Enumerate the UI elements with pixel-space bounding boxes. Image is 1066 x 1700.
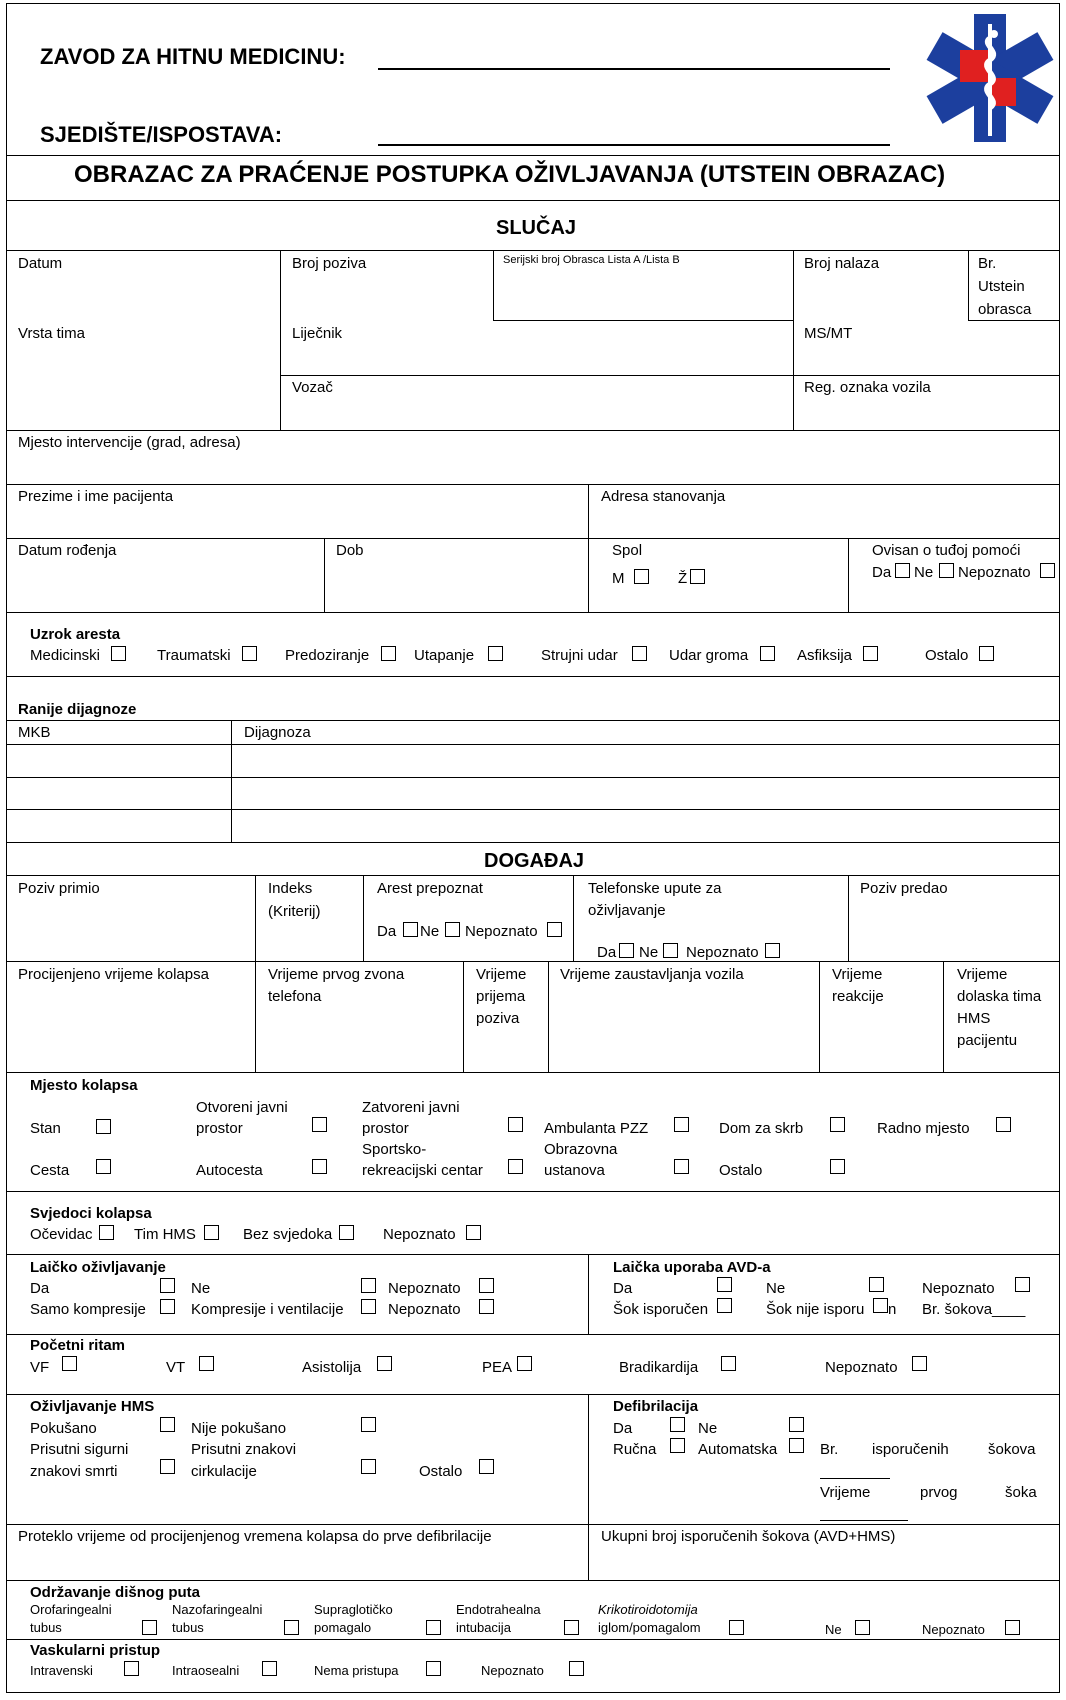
defib-soka-label: šoka — [1005, 1484, 1037, 1501]
laicko-samo-checkbox[interactable] — [160, 1299, 175, 1314]
avd-ne-label: Ne — [766, 1280, 786, 1297]
ritam-asistolija-checkbox[interactable] — [377, 1356, 392, 1371]
arest-nepoznato-label: Nepoznato — [465, 923, 538, 940]
tel-upute-nepoznato-checkbox[interactable] — [765, 943, 780, 958]
vp-iv-label: Intravenski — [30, 1663, 93, 1678]
arest-ne-checkbox[interactable] — [445, 922, 460, 937]
hms-cirk-label-1: Prisutni znakovi — [191, 1441, 297, 1458]
br-utstein-label-3: obrasca — [978, 301, 1032, 318]
laicko-nepoznato-label: Nepoznato — [388, 1280, 461, 1297]
vp-nepoznato-checkbox[interactable] — [569, 1661, 584, 1676]
uzrok-asfiksija-label: Asfiksija — [797, 647, 853, 664]
ritam-pea-label: PEA — [482, 1359, 513, 1376]
mjesto-intervencije-label: Mjesto intervencije (grad, adresa) — [18, 434, 241, 451]
ms-mt-label: MS/MT — [804, 325, 853, 342]
dolazak-label-4: pacijentu — [957, 1032, 1018, 1049]
ritam-bradikardija-label: Bradikardija — [619, 1359, 699, 1376]
spol-m-label: M — [612, 570, 625, 587]
ovisan-ne-checkbox[interactable] — [939, 563, 954, 578]
tel-upute-label-1: Telefonske upute za — [588, 880, 722, 897]
dp-ne-label: Ne — [825, 1622, 842, 1637]
indeks-label-1: Indeks — [268, 880, 313, 897]
tel-upute-label-2: oživljavanje — [588, 902, 666, 919]
laicko-da-checkbox[interactable] — [160, 1278, 175, 1293]
form-title: OBRAZAC ZA PRAĆENJE POSTUPKA OŽIVLJAVANJA (UTSTEIN OBRAZAC) — [74, 161, 946, 188]
dp-kriko-label-1: Krikotiroidotomija — [598, 1602, 698, 1617]
dp-endo-label-1: Endotrahealna — [456, 1602, 541, 1617]
laicko-samo-label: Samo kompresije — [30, 1301, 146, 1318]
br-utstein-label-2: Utstein — [978, 278, 1025, 295]
institution-label: ZAVOD ZA HITNU MEDICINU: — [40, 44, 346, 69]
defib-da-label: Da — [613, 1420, 633, 1437]
mk-zatvoreni-label-1: Zatvoreni javni — [362, 1099, 460, 1116]
mk-obrazovna-label-1: Obrazovna — [544, 1141, 618, 1158]
mk-cesta-label: Cesta — [30, 1162, 70, 1179]
defib-ne-label: Ne — [698, 1420, 718, 1437]
section-dogadaj: DOGAĐAJ — [484, 850, 585, 872]
arest-da-label: Da — [377, 923, 397, 940]
mjesto-kolapsa-title: Mjesto kolapsa — [30, 1077, 138, 1094]
ritam-title: Početni ritam — [30, 1337, 126, 1354]
ritam-asistolija-label: Asistolija — [302, 1359, 362, 1376]
dp-kriko-checkbox[interactable] — [729, 1620, 744, 1635]
ritam-vt-checkbox[interactable] — [199, 1356, 214, 1371]
svjedoci-nepoznato-checkbox[interactable] — [466, 1225, 481, 1240]
uzrok-medicinski-label: Medicinski — [30, 647, 101, 664]
uzrok-strujni-label: Strujni udar — [541, 647, 618, 664]
serijski-broj-label: Serijski broj Obrasca Lista A /Lista B — [503, 254, 680, 266]
mk-zatvoreni-checkbox[interactable] — [508, 1117, 523, 1132]
defib-ne-checkbox[interactable] — [789, 1417, 804, 1432]
star-of-life-logo — [922, 10, 1058, 146]
mk-ostalo-checkbox[interactable] — [830, 1159, 845, 1174]
reakcija-label-2: reakcije — [832, 988, 884, 1005]
uzrok-traumatski-checkbox[interactable] — [242, 646, 257, 661]
svjedoci-tim-checkbox[interactable] — [204, 1225, 219, 1240]
hms-smrt-checkbox[interactable] — [160, 1459, 175, 1474]
tel-upute-da-label: Da — [597, 944, 617, 961]
uzrok-udar-groma-checkbox[interactable] — [760, 646, 775, 661]
svjedoci-tim-label: Tim HMS — [134, 1226, 196, 1243]
mk-ambulanta-label: Ambulanta PZZ — [544, 1120, 649, 1137]
vrsta-tima-label: Vrsta tima — [18, 325, 85, 342]
mk-ambulanta-checkbox[interactable] — [674, 1117, 689, 1132]
defib-sokova-label: šokova — [988, 1441, 1036, 1458]
dolazak-label-1: Vrijeme — [957, 966, 1008, 983]
tel-upute-da-checkbox[interactable] — [619, 943, 634, 958]
ovisan-nepoznato-label: Nepoznato — [958, 564, 1031, 581]
ukupni-sokovi-label: Ukupni broj isporučenih šokova (AVD+HMS) — [601, 1528, 896, 1545]
ovisan-ne-label: Ne — [914, 564, 934, 581]
mk-cesta-checkbox[interactable] — [96, 1159, 111, 1174]
mk-dom-checkbox[interactable] — [830, 1117, 845, 1132]
ritam-nepoznato-label: Nepoznato — [825, 1359, 898, 1376]
uzrok-medicinski-checkbox[interactable] — [111, 646, 126, 661]
uzrok-strujni-checkbox[interactable] — [632, 646, 647, 661]
svjedoci-ocevidac-checkbox[interactable] — [99, 1225, 114, 1240]
uzrok-udar-groma-label: Udar groma — [669, 647, 749, 664]
mk-zatvoreni-label-2: prostor — [362, 1120, 409, 1137]
mk-radno-checkbox[interactable] — [996, 1117, 1011, 1132]
broj-poziva-label: Broj poziva — [292, 255, 367, 272]
laicko-nepoznato2-checkbox[interactable] — [479, 1299, 494, 1314]
arest-label: Arest prepoznat — [377, 880, 483, 897]
vozac-label: Vozač — [292, 379, 333, 396]
uzrok-ostalo-checkbox[interactable] — [979, 646, 994, 661]
defib-prvog-label: prvog — [920, 1484, 958, 1501]
branch-label: SJEDIŠTE/ISPOSTAVA: — [40, 122, 283, 147]
defib-br-label: Br. — [820, 1441, 839, 1458]
mk-stan-checkbox[interactable] — [96, 1119, 111, 1134]
defib-automatska-checkbox[interactable] — [789, 1438, 804, 1453]
datum-label: Datum — [18, 255, 63, 272]
dob-label: Dob — [336, 542, 364, 559]
hms-smrt-label-2: znakovi smrti — [30, 1463, 118, 1480]
defib-vrijeme-label: Vrijeme — [820, 1484, 871, 1501]
spol-z-checkbox[interactable] — [690, 569, 705, 584]
prvi-zvon-label-2: telefona — [268, 988, 322, 1005]
hms-pokusano-label: Pokušano — [30, 1420, 97, 1437]
arest-ne-label: Ne — [420, 923, 440, 940]
avd-sok-isporucen-label: Šok isporučen — [613, 1301, 709, 1318]
dp-oro-label-2: tubus — [30, 1620, 62, 1635]
laicko-kompresije-checkbox[interactable] — [361, 1299, 376, 1314]
reakcija-label-1: Vrijeme — [832, 966, 883, 983]
hms-ostalo-label: Ostalo — [419, 1463, 463, 1480]
branch-line[interactable] — [378, 144, 890, 146]
poziv-predao-label: Poziv predao — [860, 880, 948, 897]
uzrok-ostalo-label: Ostalo — [925, 647, 969, 664]
ritam-nepoznato-checkbox[interactable] — [912, 1356, 927, 1371]
avd-da-checkbox[interactable] — [717, 1277, 732, 1292]
mk-sportsko-label-1: Sportsko- — [362, 1141, 427, 1158]
poziv-primio-label: Poziv primio — [18, 880, 100, 897]
laicko-nepoznato2-label: Nepoznato — [388, 1301, 461, 1318]
vaskularni-title: Vaskularni pristup — [30, 1642, 161, 1659]
defib-vrijeme-line[interactable] — [820, 1520, 908, 1521]
uzrok-utapanje-checkbox[interactable] — [488, 646, 503, 661]
dp-endo-label-2: intubacija — [456, 1620, 511, 1635]
dp-supra-label-1: Supraglotičko — [314, 1602, 393, 1617]
defib-br-sokova-line[interactable] — [820, 1478, 890, 1479]
vp-iv-checkbox[interactable] — [124, 1661, 139, 1676]
prvi-zvon-label-1: Vrijeme prvog zvona — [268, 966, 405, 983]
mk-radno-label: Radno mjesto — [877, 1120, 970, 1137]
ritam-vt-label: VT — [166, 1359, 186, 1376]
vp-io-checkbox[interactable] — [262, 1661, 277, 1676]
avd-ne-checkbox[interactable] — [869, 1277, 884, 1292]
defib-rucna-checkbox[interactable] — [670, 1438, 685, 1453]
dp-nepoznato-label: Nepoznato — [922, 1622, 985, 1637]
laicko-ne-label: Ne — [191, 1280, 211, 1297]
dp-supra-checkbox[interactable] — [426, 1620, 441, 1635]
dp-oro-label-1: Orofaringealni — [30, 1602, 112, 1617]
br-utstein-label-1: Br. — [978, 255, 997, 272]
mk-obrazovna-checkbox[interactable] — [674, 1159, 689, 1174]
avd-br-sokova-label: Br. šokova____ — [922, 1301, 1026, 1318]
mk-autocesta-checkbox[interactable] — [312, 1159, 327, 1174]
avd-title: Laička uporaba AVD-a — [613, 1259, 771, 1276]
vp-nema-label: Nema pristupa — [314, 1663, 399, 1678]
indeks-label-2: (Kriterij) — [268, 903, 321, 920]
defib-da-checkbox[interactable] — [670, 1417, 685, 1432]
mk-sportsko-checkbox[interactable] — [508, 1159, 523, 1174]
ovisan-da-label: Da — [872, 564, 892, 581]
hms-smrt-label-1: Prisutni sigurni — [30, 1441, 129, 1458]
laicko-ne-checkbox[interactable] — [361, 1278, 376, 1293]
ritam-vf-checkbox[interactable] — [62, 1356, 77, 1371]
avd-da-label: Da — [613, 1280, 633, 1297]
mk-sportsko-label-2: rekreacijski centar — [362, 1162, 483, 1179]
reg-oznaka-label: Reg. oznaka vozila — [804, 379, 931, 396]
dijagnoze-title: Ranije dijagnoze — [18, 701, 137, 718]
dp-endo-checkbox[interactable] — [564, 1620, 579, 1635]
ritam-vf-label: VF — [30, 1359, 50, 1376]
defib-title: Defibrilacija — [613, 1398, 699, 1415]
hms-nije-pokusano-checkbox[interactable] — [361, 1417, 376, 1432]
section-slucaj: SLUČAJ — [496, 217, 577, 239]
svjedoci-title: Svjedoci kolapsa — [30, 1205, 152, 1222]
hms-cirk-checkbox[interactable] — [361, 1459, 376, 1474]
vrijeme-kolapsa-label: Procijenjeno vrijeme kolapsa — [18, 966, 209, 983]
prijem-label-2: prijema — [476, 988, 526, 1005]
mk-otvoreni-label-2: prostor — [196, 1120, 243, 1137]
disni-put-title: Održavanje dišnog puta — [30, 1584, 201, 1601]
prezime-ime-label: Prezime i ime pacijenta — [18, 488, 174, 505]
hms-pokusano-checkbox[interactable] — [160, 1417, 175, 1432]
dp-supra-label-2: pomagalo — [314, 1620, 372, 1635]
dp-naso-label-2: tubus — [172, 1620, 204, 1635]
prijem-label-1: Vrijeme — [476, 966, 527, 983]
laicko-nepoznato-checkbox[interactable] — [479, 1278, 494, 1293]
ritam-bradikardija-checkbox[interactable] — [721, 1356, 736, 1371]
uzrok-asfiksija-checkbox[interactable] — [863, 646, 878, 661]
tel-upute-ne-checkbox[interactable] — [663, 943, 678, 958]
spol-z-label: Ž — [678, 570, 688, 587]
mk-obrazovna-label-2: ustanova — [544, 1162, 605, 1179]
svjedoci-nepoznato-label: Nepoznato — [383, 1226, 456, 1243]
vp-io-label: Intraosealni — [172, 1663, 240, 1678]
dp-naso-label-1: Nazofaringealni — [172, 1602, 263, 1617]
ritam-pea-checkbox[interactable] — [517, 1356, 532, 1371]
avd-nepoznato-label: Nepoznato — [922, 1280, 995, 1297]
tel-upute-ne-label: Ne — [639, 944, 659, 961]
defib-isporucenih-label: isporučenih — [872, 1441, 949, 1458]
svjedoci-bez-checkbox[interactable] — [339, 1225, 354, 1240]
dp-oro-checkbox[interactable] — [142, 1620, 157, 1635]
ovisan-da-checkbox[interactable] — [895, 563, 910, 578]
mk-stan-label: Stan — [30, 1120, 61, 1137]
vp-nepoznato-label: Nepoznato — [481, 1663, 544, 1678]
defib-automatska-label: Automatska — [698, 1441, 778, 1458]
dp-kriko-label-2: iglom/pomagalom — [598, 1620, 701, 1635]
datum-rodjenja-label: Datum rođenja — [18, 542, 117, 559]
defib-rucna-label: Ručna — [613, 1441, 657, 1458]
avd-sok-isporucen-checkbox[interactable] — [717, 1298, 732, 1313]
uzrok-predoziranje-checkbox[interactable] — [381, 646, 396, 661]
avd-nepoznato-checkbox[interactable] — [1015, 1277, 1030, 1292]
zaustavljanje-label: Vrijeme zaustavljanja vozila — [560, 966, 744, 983]
hms-cirk-label-2: cirkulacije — [191, 1463, 257, 1480]
laicko-title: Laičko oživljavanje — [30, 1259, 166, 1276]
laicko-kompresije-label: Kompresije i ventilacije — [191, 1301, 344, 1318]
ovisan-nepoznato-checkbox[interactable] — [1040, 563, 1055, 578]
mk-otvoreni-label-1: Otvoreni javni — [196, 1099, 288, 1116]
spol-label: Spol — [612, 542, 643, 559]
dijagnoza-label: Dijagnoza — [244, 724, 311, 741]
proteklo-label: Proteklo vrijeme od procijenjenog vremena kolapsa do prve defibrilacije — [18, 1528, 492, 1545]
dp-ne-checkbox[interactable] — [855, 1620, 870, 1635]
spol-m-checkbox[interactable] — [634, 569, 649, 584]
broj-nalaza-label: Broj nalaza — [804, 255, 880, 272]
uzrok-title: Uzrok aresta — [30, 626, 121, 643]
mkb-label: MKB — [18, 724, 51, 741]
mk-dom-label: Dom za skrb — [719, 1120, 804, 1137]
uzrok-predoziranje-label: Predoziranje — [285, 647, 370, 664]
lijecnik-label: Liječnik — [292, 325, 343, 342]
tel-upute-nepoznato-label: Nepoznato — [686, 944, 759, 961]
avd-sok-nije-checkbox[interactable] — [873, 1298, 888, 1313]
institution-line[interactable] — [378, 68, 890, 70]
laicko-da-label: Da — [30, 1280, 50, 1297]
arest-da-checkbox[interactable] — [403, 922, 418, 937]
dp-nepoznato-checkbox[interactable] — [1005, 1620, 1020, 1635]
dolazak-label-3: HMS — [957, 1010, 991, 1027]
hms-nije-pokusano-label: Nije pokušano — [191, 1420, 287, 1437]
dp-naso-checkbox[interactable] — [284, 1620, 299, 1635]
vp-nema-checkbox[interactable] — [426, 1661, 441, 1676]
dolazak-label-2: dolaska tima — [957, 988, 1042, 1005]
adresa-label: Adresa stanovanja — [601, 488, 726, 505]
uzrok-traumatski-label: Traumatski — [157, 647, 231, 664]
hms-title: Oživljavanje HMS — [30, 1398, 155, 1415]
mk-otvoreni-checkbox[interactable] — [312, 1117, 327, 1132]
svjedoci-ocevidac-label: Očevidac — [30, 1226, 93, 1243]
avd-sok-nije-label-end: n — [888, 1301, 897, 1318]
prijem-label-3: poziva — [476, 1010, 520, 1027]
hms-ostalo-checkbox[interactable] — [479, 1459, 494, 1474]
avd-sok-nije-label: Šok nije isporu — [766, 1301, 865, 1318]
mk-autocesta-label: Autocesta — [196, 1162, 263, 1179]
arest-nepoznato-checkbox[interactable] — [547, 922, 562, 937]
mk-ostalo-label: Ostalo — [719, 1162, 763, 1179]
ovisan-label: Ovisan o tuđoj pomoći — [872, 542, 1021, 559]
uzrok-utapanje-label: Utapanje — [414, 647, 475, 664]
svjedoci-bez-label: Bez svjedoka — [243, 1226, 333, 1243]
